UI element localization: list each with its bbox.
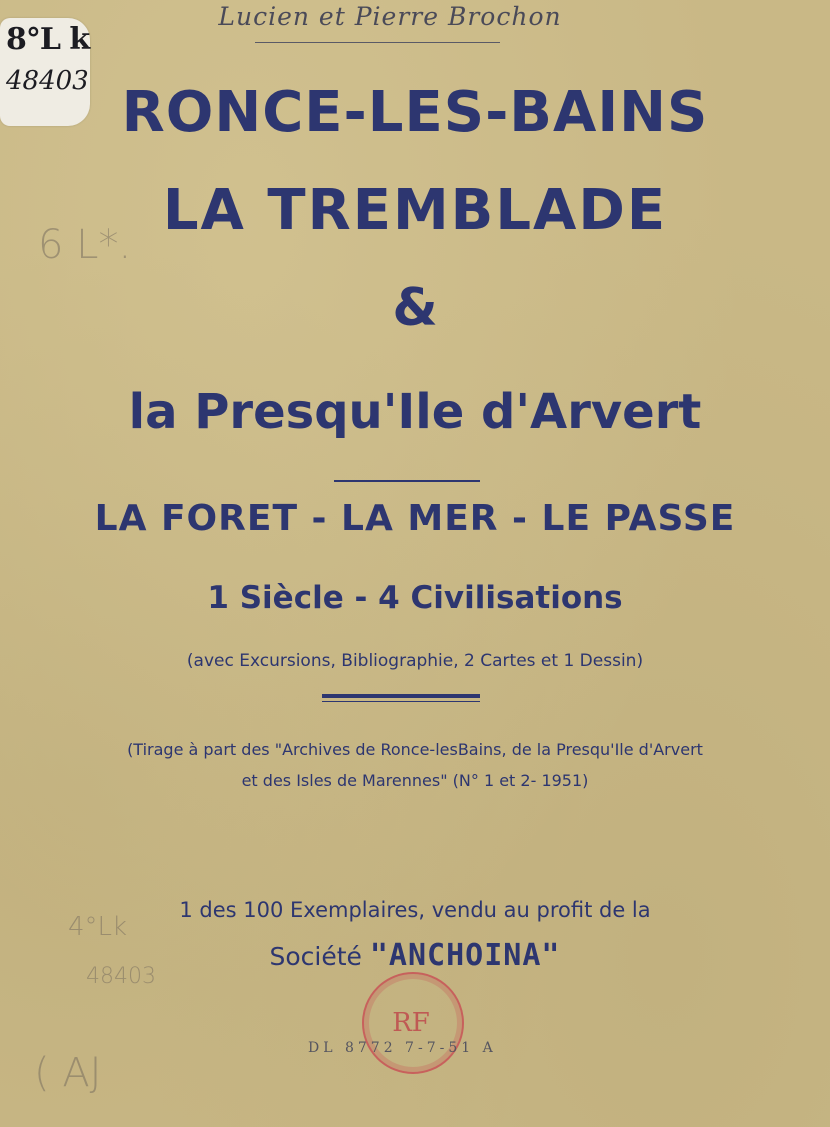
pencil-mark-number: 48403 bbox=[86, 964, 156, 989]
society-line bbox=[0, 938, 830, 973]
edition-line: 1 des 100 Exemplaires, vendu au profit de la bbox=[179, 898, 651, 922]
title-presquile-arvert: la Presqu'Ile d'Arvert bbox=[128, 384, 702, 440]
title-la-tremblade: LA TREMBLADE bbox=[162, 178, 668, 243]
subtitle-siecle-civilisations: 1 Siècle - 4 Civilisations bbox=[207, 580, 623, 616]
pencil-mark-initials: ( AJ bbox=[34, 1050, 102, 1096]
call-number-line1: 8°L k bbox=[6, 22, 90, 57]
society-prefix: Société bbox=[269, 942, 370, 971]
subtitle-foret-mer-passe: LA FORET - LA MER - LE PASSE bbox=[94, 498, 736, 539]
title-ronce-les-bains: RONCE-LES-BAINS bbox=[121, 80, 709, 145]
title-ampersand: & bbox=[392, 278, 438, 338]
handwritten-authors: Lucien et Pierre Brochon bbox=[218, 2, 562, 31]
library-seal-text: RF bbox=[392, 1008, 430, 1038]
society-name: "ANCHOINA" bbox=[369, 938, 561, 973]
divider-rule-middle bbox=[322, 694, 480, 698]
reprint-note-line2: et des Isles de Marennes" (N° 1 et 2- 1951) bbox=[241, 771, 589, 790]
divider-rule-middle-thin bbox=[322, 701, 480, 702]
contents-note: (avec Excursions, Bibliographie, 2 Cartes et 1 Dessin) bbox=[186, 651, 644, 671]
pencil-mark-class: 4°Lk bbox=[68, 912, 128, 942]
call-number-line2: 48403 bbox=[6, 66, 89, 96]
pencil-mark-shelf: 6 L*. bbox=[38, 222, 132, 268]
handwriting-underline bbox=[255, 42, 500, 43]
reprint-note-line1: (Tirage à part des "Archives de Ronce-lesBains, de la Presqu'Ile d'Arvert bbox=[127, 740, 703, 759]
legal-deposit-line: DL 8772 7-7-51 A bbox=[308, 1040, 497, 1056]
divider-rule-top bbox=[334, 480, 480, 482]
